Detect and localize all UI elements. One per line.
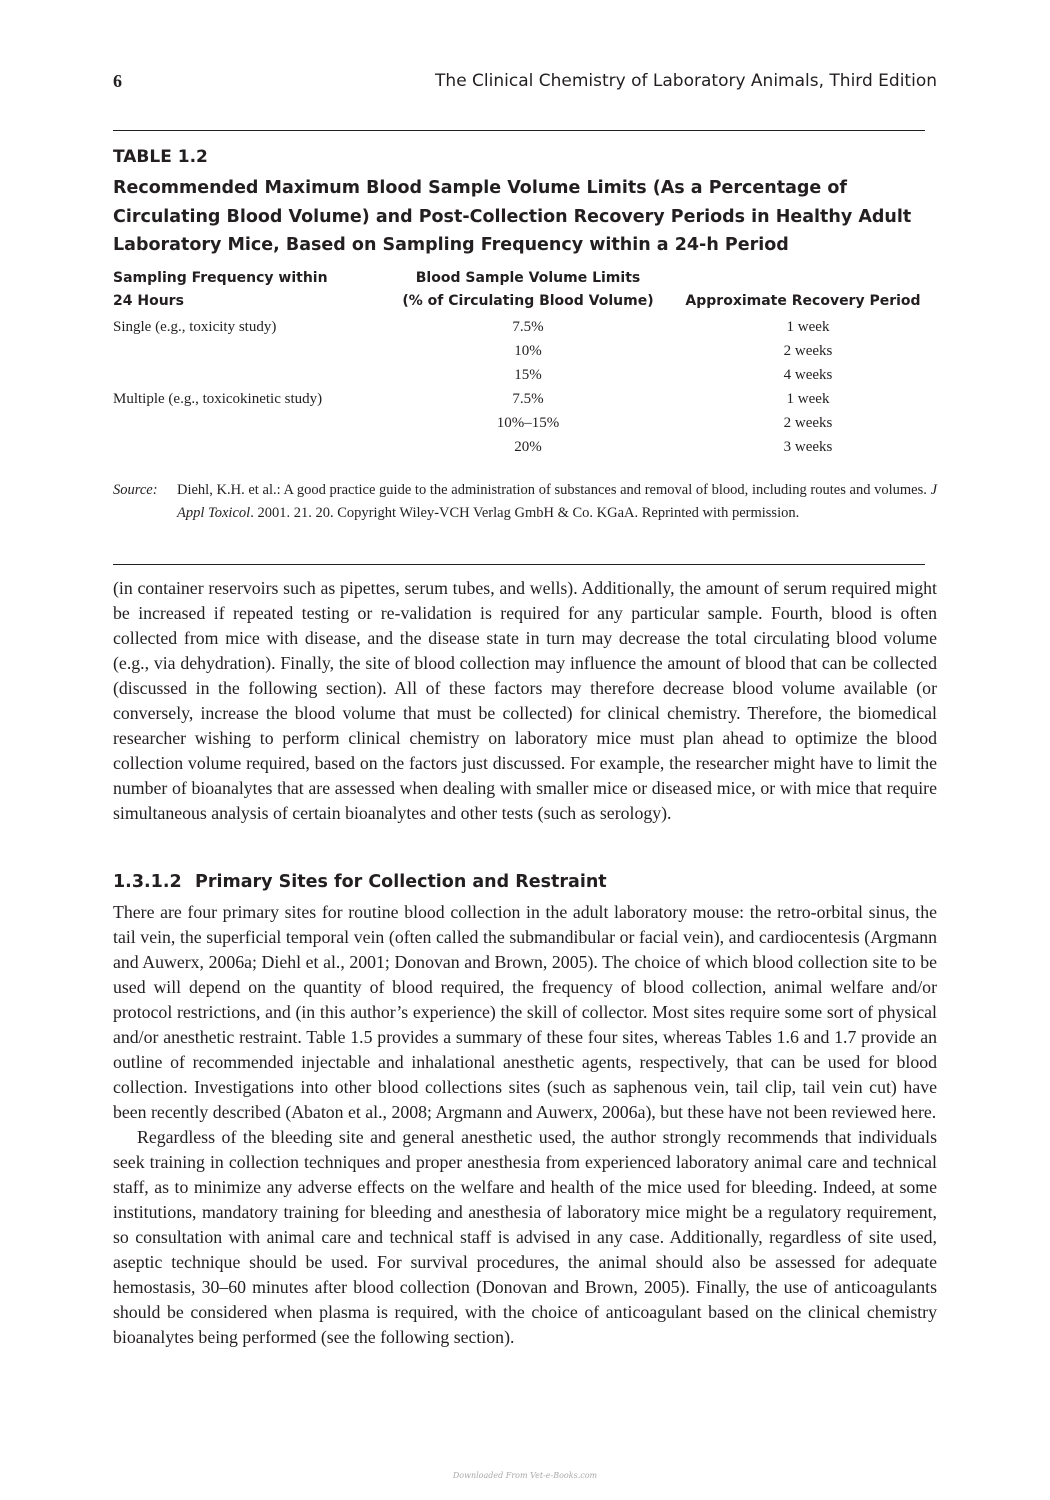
table-row — [113, 415, 937, 439]
section-heading — [113, 872, 607, 892]
book-title: The Clinical Chemistry of Laboratory Animals, Third Edition — [435, 71, 937, 91]
table-row — [113, 367, 937, 391]
cell-recovery: 2 weeks — [783, 415, 833, 431]
cell-recovery: 4 weeks — [783, 367, 833, 383]
table-label: TABLE 1.2 — [113, 147, 208, 167]
source-journal: J Appl Toxicol — [177, 482, 937, 521]
cell-volume: 7.5% — [512, 319, 544, 335]
section-title: Primary Sites for Collection and Restraint — [195, 872, 607, 892]
body-paragraph: There are four primary sites for routine blood collection in the adult laboratory mouse: the retro-orbital sinus, the tail vein, the superficial temporal vein (often called the submandibular or facial vein), and cardiocentesis (Argmann and Auwerx, 2006a; Diehl et al., 2001; Donovan and Brown, 2005). The choice of which blood collection site to be used will depend on the quantity of blood required, the frequency of blood collection, animal welfare and/or protocol restrictions, and (in this author’s experience) the skill of collector. Most sites require some sort of physical and/or anesthetic restraint. Table 1.5 provides a summary of these four sites, whereas Tables 1.6 and 1.7 provide an outline of recommended injectable and inhalational anesthetic agents, respectively, that can be used for blood collection. Investigations into other blood collections sites (such as saphenous vein, tail clip, tail vein cut) have been recently described (Abaton et al., 2008; Argmann and Auwerx, 2006a), but these have not been reviewed here. Regardless of the bleeding site and general anesthetic used, the author strongly recommends that individuals seek training in collection techniques and proper anesthesia from experienced laboratory animal care and technical staff, as to minimize any adverse effects on the welfare and health of the mice used for bleeding. Indeed, at some institutions, mandatory training for bleeding and anesthesia of laboratory mice might be a regulatory requirement, so consultation with animal care and technical staff is advised in any case. Additionally, regardless of site used, aseptic technique should be used. For survival procedures, the animal should also be assessed for adequate hemostasis, 30–60 minutes after blood collection (Donovan and Brown, 2005). Finally, the use of anticoagulants should be considered when plasma is required, with the choice of anticoagulant based on the clinical chemistry bioanalytes being performed (see the following section). — [113, 900, 937, 1350]
cell-frequency: Multiple (e.g., toxicokinetic study) — [113, 391, 323, 407]
running-head — [113, 71, 937, 95]
cell-volume: 10%–15% — [496, 415, 560, 431]
table-bottom-rule — [113, 564, 925, 565]
cell-recovery: 1 week — [786, 319, 830, 335]
table-header-frequency: Sampling Frequency within 24 Hours — [113, 270, 328, 309]
body-paragraph: (in container reservoirs such as pipettes, serum tubes, and wells). Additionally, the amount of serum required might be increased if repeated testing or re-validation is required for any particular sample. Fourth, blood is often collected from mice with disease, and the disease state in turn may decrease the total circulating blood volume (e.g., via dehydration). Finally, the site of blood collection may influence the amount of blood that can be collected (discussed in the following section). All of these factors may therefore decrease blood volume available (or conversely, increase the blood volume that must be collected) for clinical chemistry. Therefore, the biomedical researcher wishing to perform clinical chemistry on laboratory mice must plan ahead to optimize the blood collection volume required, based on the factors just discussed. For example, the researcher might have to limit the number of bioanalytes that are assessed when dealing with smaller mice or diseased mice, or with mice that require simultaneous analysis of certain bioanalytes and other tests (such as serology). — [113, 578, 937, 823]
cell-volume: 7.5% — [512, 391, 544, 407]
source-label: Source: — [113, 482, 158, 498]
table-row — [113, 439, 937, 463]
cell-volume: 20% — [514, 439, 542, 455]
table-header-recovery: Approximate Recovery Period — [685, 293, 921, 309]
section-number: 1.3.1.2 — [113, 872, 182, 892]
page-number: 6 — [113, 71, 122, 91]
table-top-rule — [113, 130, 925, 131]
cell-recovery: 3 weeks — [783, 439, 833, 455]
cell-recovery: 2 weeks — [783, 343, 833, 359]
table-row — [113, 343, 937, 367]
table-header-volume: Blood Sample Volume Limits (% of Circulating Blood Volume) — [402, 270, 654, 309]
table-row — [113, 391, 937, 415]
cell-volume: 15% — [514, 367, 542, 383]
table-row — [113, 319, 937, 343]
cell-volume: 10% — [514, 343, 542, 359]
source-text: Diehl, K.H. et al.: A good practice guide to the administration of substances and removal of blood, including routes and volumes. J Appl Toxicol. 2001. 21. 20. Copyright Wiley-VCH Verlag GmbH & Co. KGaA. Reprinted with permission. — [177, 482, 937, 521]
download-watermark: Downloaded From Vet-e-Books.com — [452, 1471, 598, 1480]
cell-recovery: 1 week — [786, 391, 830, 407]
body-paragraph: Regardless of the bleeding site and general anesthetic used, the author strongly recommends that individuals seek training in collection techniques and proper anesthesia from experienced laboratory animal care and technical staff, as to minimize any adverse effects on the welfare and health of the mice used for bleeding. Indeed, at some institutions, mandatory training for bleeding and anesthesia of laboratory mice might be a regulatory requirement, so consultation with animal care and technical staff is advised in any case. Additionally, regardless of site used, aseptic technique should be used. For survival procedures, the animal should also be assessed for adequate hemostasis, 30–60 minutes after blood collection (Donovan and Brown, 2005). Finally, the use of anticoagulants should be considered when plasma is required, with the choice of anticoagulant based on the clinical chemistry bioanalytes being performed (see the following section). — [113, 1127, 937, 1347]
cell-frequency: Single (e.g., toxicity study) — [113, 319, 277, 335]
table-caption: Recommended Maximum Blood Sample Volume Limits (As a Percentage of Circulating Blood Volume) and Post-Collection Recovery Periods in Healthy Adult Laboratory Mice, Based on Sampling Frequency within a 24-h Period — [113, 178, 912, 255]
